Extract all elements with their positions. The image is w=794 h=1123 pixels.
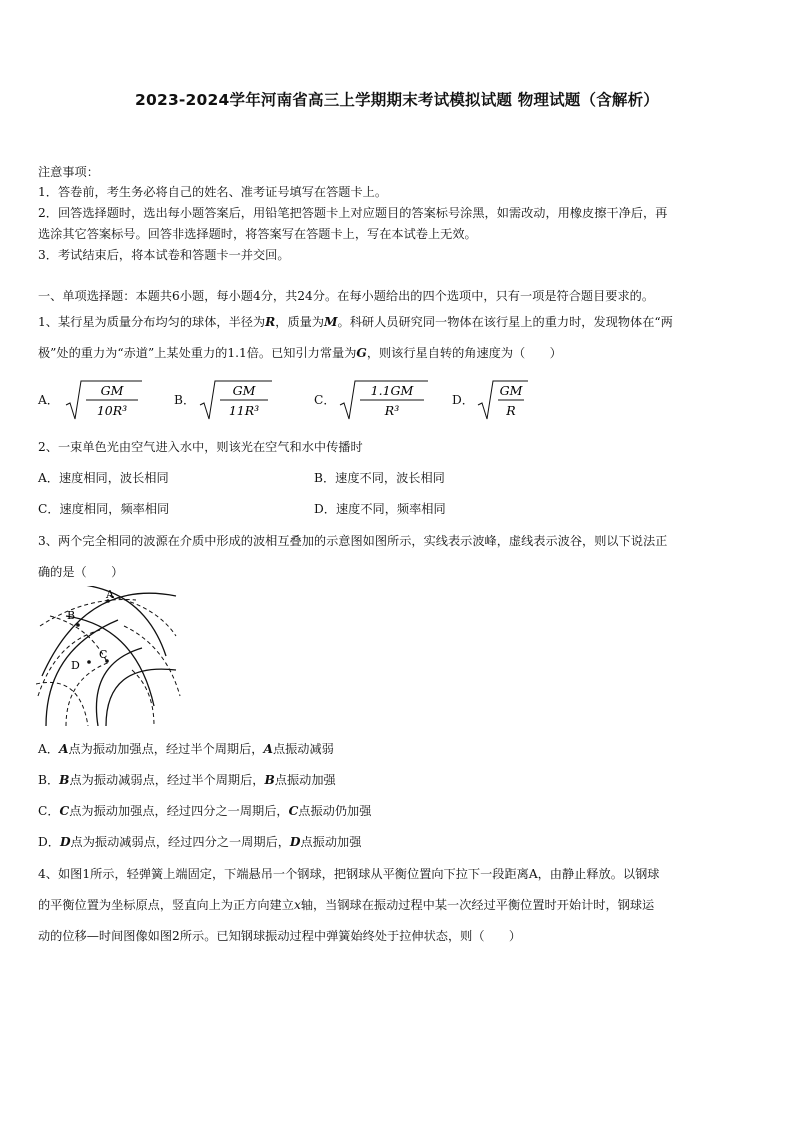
q4-stem-line3: 动的位移—时间图像如图2所示。已知钢球振动过程中弹簧始终处于拉伸状态，则（ ） xyxy=(38,929,522,943)
q1-option-c-num: 1.1GM xyxy=(370,383,414,398)
q3-option-b[interactable] xyxy=(38,771,336,788)
q3-option-d-label: D． xyxy=(38,835,60,849)
q1-text-e: ，则该行星自转的角速度为（ ） xyxy=(366,346,562,360)
trough-arc-7 xyxy=(36,682,88,726)
q3-option-a-var: A xyxy=(59,742,69,756)
q4-stem-line2 xyxy=(38,896,654,913)
q2-option-b[interactable]: B．速度不同，波长相同 xyxy=(314,471,445,485)
q1-text-a: 1、某行星为质量分布均匀的球体，半径为 xyxy=(38,315,266,329)
q3-option-c-var2: C xyxy=(288,804,299,818)
q1-option-d-den: R xyxy=(506,403,516,418)
q3-option-b-label: B． xyxy=(38,773,60,787)
q4-text-a: 的平衡位置为坐标原点，竖直向上为正方向建立 xyxy=(38,898,294,912)
crest-arc-6 xyxy=(106,669,176,726)
q1-option-b-sqrt xyxy=(198,377,288,423)
q1-var-M: M xyxy=(324,315,338,329)
q2-stem: 2、一束单色光由空气进入水中，则该光在空气和水中传播时 xyxy=(38,440,363,454)
q3-option-b-var: B xyxy=(59,773,70,787)
q4-text-b: 轴，当钢球在振动过程中某一次经过平衡位置时开始计时，钢球运 xyxy=(300,898,655,912)
crest-arc-2 xyxy=(76,586,166,656)
q4-stem-line1: 4、如图1所示，轻弹簧上端固定，下端悬吊一个钢球，把钢球从平衡位置向下拉下一段距离A，由静止释放。以钢球 xyxy=(38,867,660,881)
q4-var-x: x xyxy=(293,898,301,912)
q3-option-d-var2: D xyxy=(289,835,301,849)
label-b: B xyxy=(67,609,76,622)
q3-option-d-var: D xyxy=(59,835,71,849)
trough-arc-3 xyxy=(38,630,100,696)
q3-option-a[interactable] xyxy=(38,740,334,757)
q1-stem-line1 xyxy=(38,313,673,330)
q1-option-d-label: D． xyxy=(452,393,474,407)
point-b xyxy=(76,623,80,627)
q1-option-a-sqrt xyxy=(64,377,154,423)
q3-option-b-text1: 点为振动减弱点，经过半个周期后， xyxy=(69,773,265,787)
q3-option-c-var: C xyxy=(59,804,70,818)
q3-option-a-text2: 点振动减弱 xyxy=(272,742,334,756)
label-a: A xyxy=(106,588,114,601)
q1-option-c-den: R³ xyxy=(384,403,400,418)
q1-option-b-num: GM xyxy=(232,383,256,398)
q3-option-a-var2: A xyxy=(263,742,273,756)
q1-text-c: 。科研人员研究同一物体在该行星上的重力时，发现物体在“两 xyxy=(337,315,673,329)
page-title: 2023-2024学年河南省高三上学期期末考试模拟试题 物理试题（含解析） xyxy=(134,91,659,109)
q3-option-a-text1: 点为振动加强点，经过半个周期后， xyxy=(68,742,264,756)
label-d: D xyxy=(71,659,80,672)
q1-option-d-num: GM xyxy=(499,383,523,398)
q3-stem-line1: 3、两个完全相同的波源在介质中形成的波相互叠加的示意图如图所示，实线表示波峰，虚线表示波谷，则以下说法正 xyxy=(38,534,668,548)
q1-text-b: ，质量为 xyxy=(275,315,325,329)
q2-option-a[interactable]: A．速度相同，波长相同 xyxy=(38,471,169,485)
q2-option-c[interactable]: C．速度相同，频率相同 xyxy=(38,502,170,516)
q1-option-a-label: A． xyxy=(38,393,59,407)
point-d xyxy=(87,660,91,664)
notice-item-2: 2．回答选择题时，选出每小题答案后，用铅笔把答题卡上对应题目的答案标号涂黑，如需改动，用橡皮擦干净后，再 xyxy=(38,206,668,220)
q3-option-b-var2: B xyxy=(264,773,275,787)
q1-option-a-num: GM xyxy=(100,383,124,398)
notice-item-2-cont: 选涂其它答案标号。回答非选择题时，将答案写在答题卡上，写在本试卷上无效。 xyxy=(38,227,477,241)
section-heading: 一、单项选择题：本题共6小题，每小题4分，共24分。在每小题给出的四个选项中，只有一项是符合题目要求的。 xyxy=(38,289,655,303)
q1-var-R: R xyxy=(265,315,276,329)
trough-arc-2 xyxy=(110,596,176,636)
q3-wave-figure xyxy=(36,586,186,726)
q3-stem-line2: 确的是（ ） xyxy=(38,565,124,579)
q1-option-b-label: B． xyxy=(174,393,196,407)
q1-stem-line2 xyxy=(38,344,562,361)
q1-option-c-sqrt xyxy=(338,377,434,423)
trough-arc-8 xyxy=(132,670,154,726)
q3-option-d-text1: 点为振动减弱点，经过四分之一周期后， xyxy=(70,835,290,849)
notice-heading: 注意事项： xyxy=(38,165,99,179)
q3-option-c-text1: 点为振动加强点，经过四分之一周期后， xyxy=(69,804,289,818)
q3-option-d[interactable] xyxy=(38,833,361,850)
q1-option-a-den: 10R³ xyxy=(96,403,128,418)
notice-item-3: 3．考试结束后，将本试卷和答题卡一并交回。 xyxy=(38,248,290,262)
q1-var-G: G xyxy=(356,346,367,360)
q3-option-c[interactable] xyxy=(38,802,371,819)
q3-option-b-text2: 点振动加强 xyxy=(274,773,336,787)
trough-arc-6 xyxy=(124,626,180,696)
q1-option-d-sqrt xyxy=(476,377,546,423)
q1-option-c-label: C． xyxy=(314,393,336,407)
q1-option-b-den: 11R³ xyxy=(228,403,260,418)
q3-option-c-text2: 点振动仍加强 xyxy=(298,804,372,818)
q3-option-c-label: C． xyxy=(38,804,60,818)
q3-option-d-text2: 点振动加强 xyxy=(300,835,362,849)
q2-option-d[interactable]: D．速度不同，频率相同 xyxy=(314,502,446,516)
notice-item-1: 1．答卷前，考生务必将自己的姓名、准考证号填写在答题卡上。 xyxy=(38,185,388,199)
q1-text-d: 极”处的重力为“赤道”上某处重力的1.1倍。已知引力常量为 xyxy=(38,346,357,360)
q3-option-a-label: A． xyxy=(38,742,59,756)
label-c: C xyxy=(99,648,108,661)
